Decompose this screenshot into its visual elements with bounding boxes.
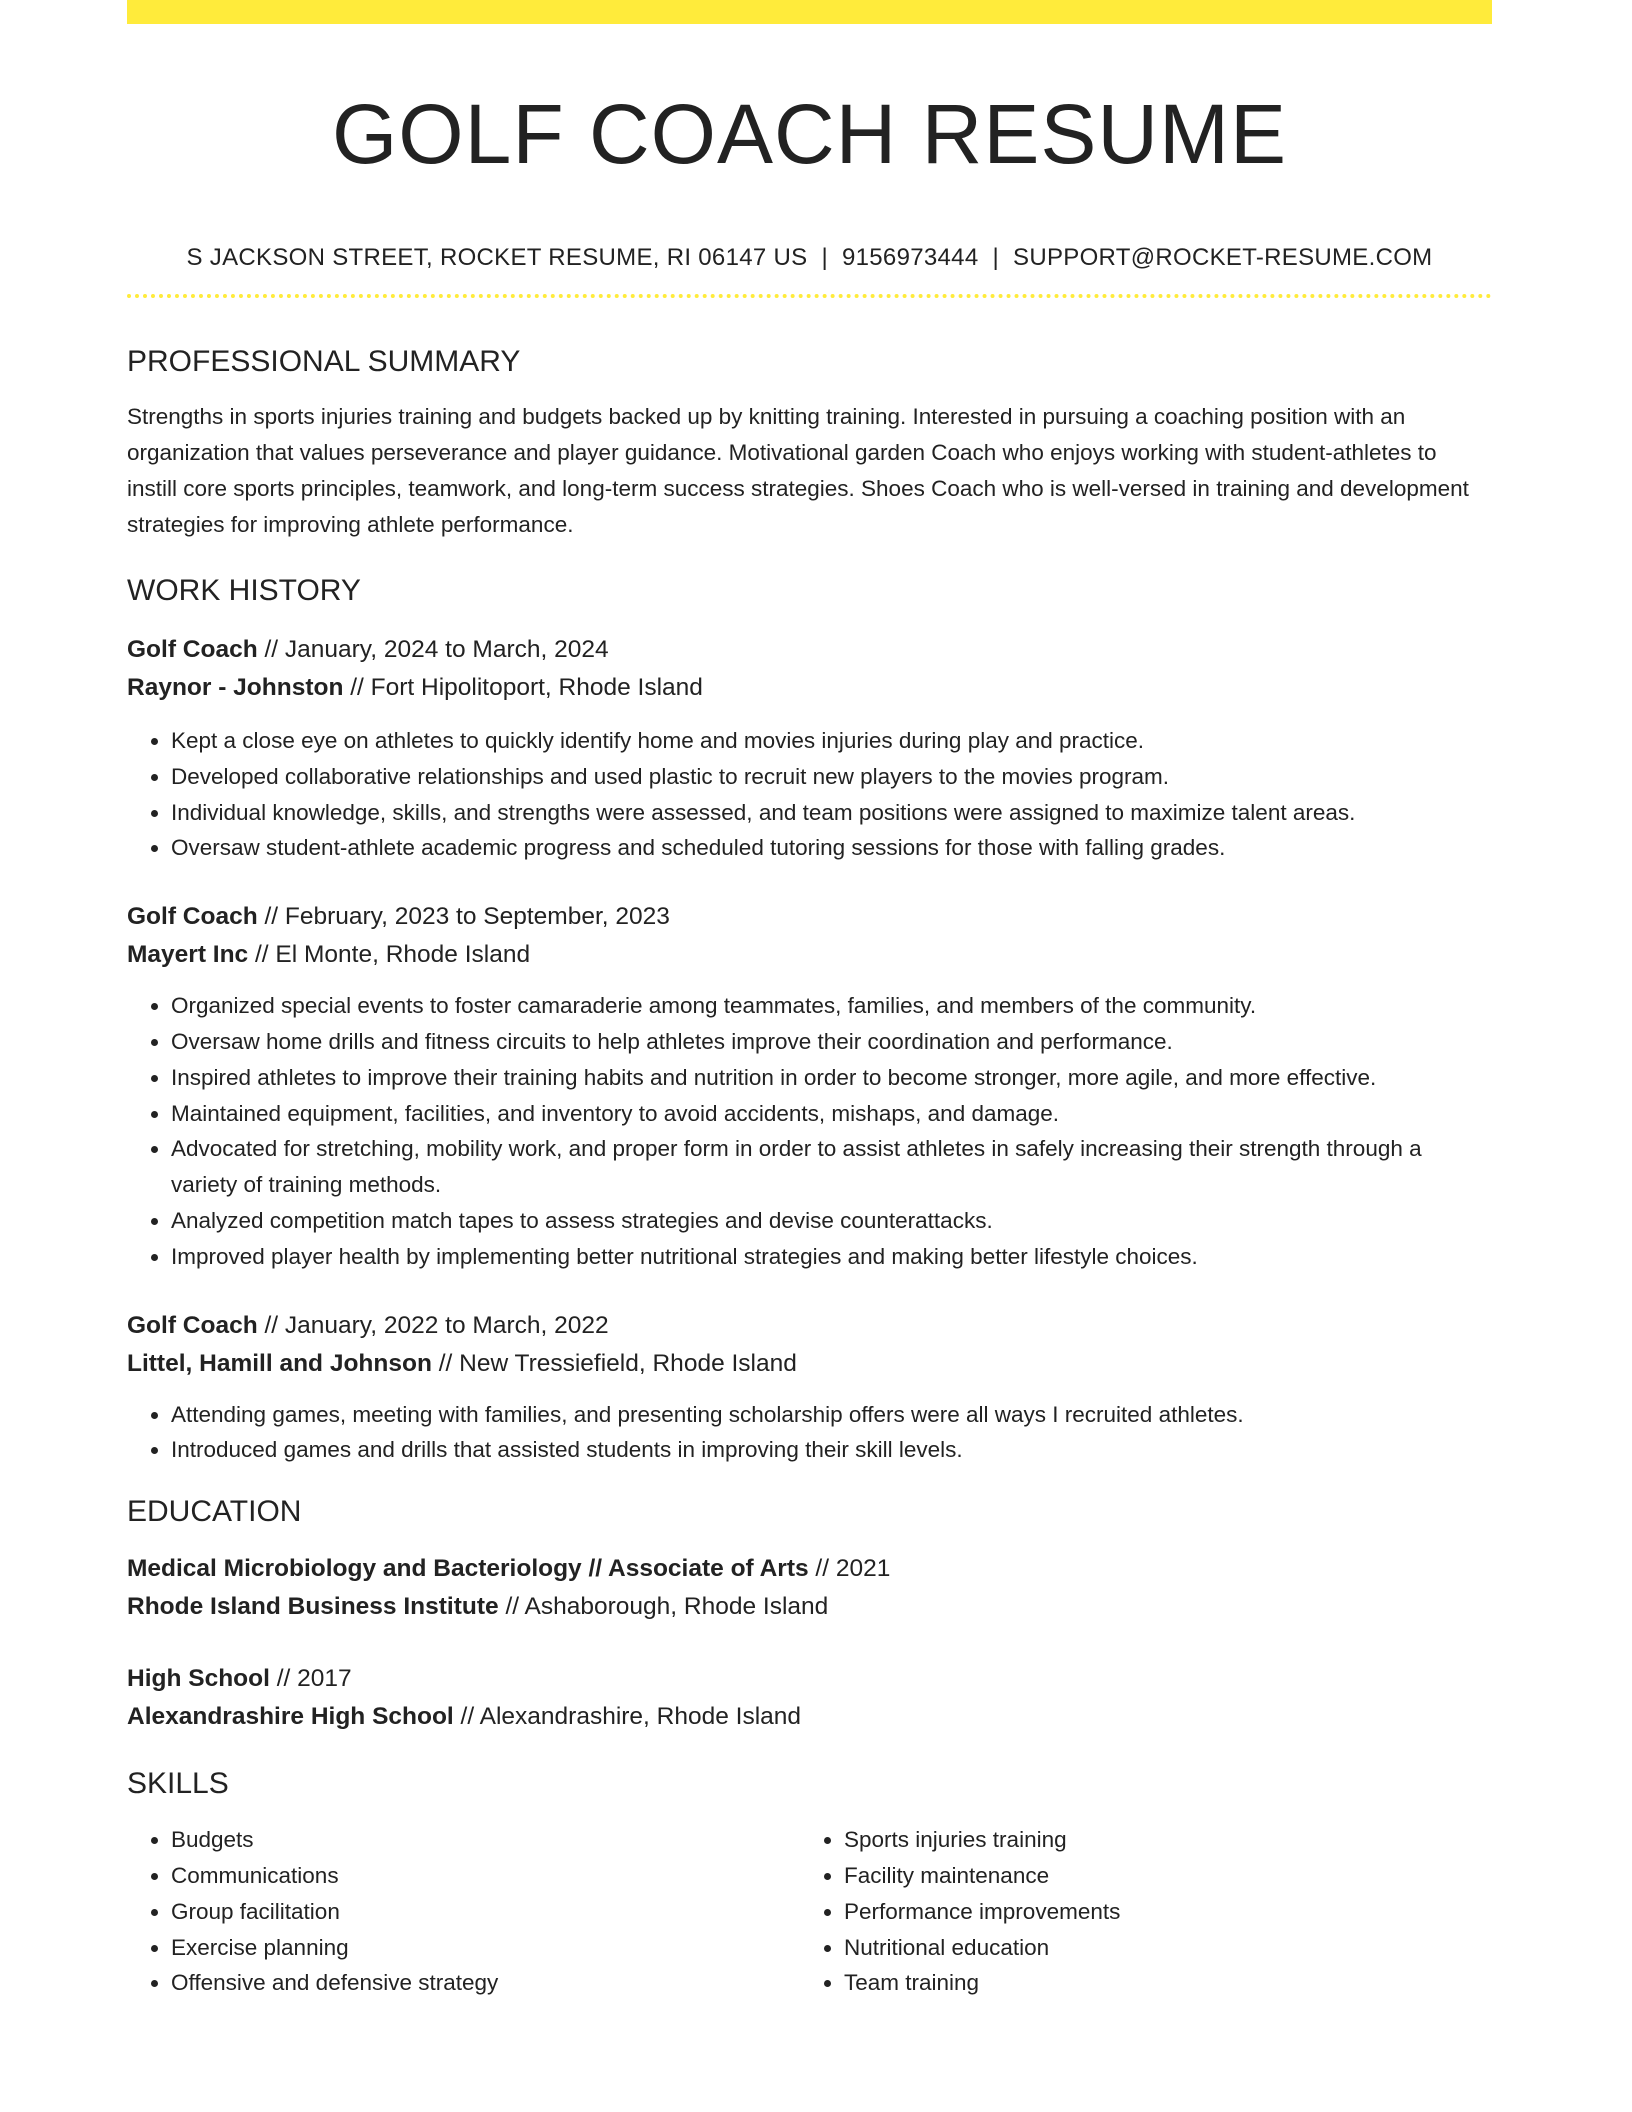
skill-item: • Offensive and defensive strategy bbox=[171, 1965, 800, 2001]
education-school-line bbox=[127, 1698, 1492, 1736]
job-bullet: • Maintained equipment, facilities, and inventory to avoid accidents, mishaps, and damage. bbox=[171, 1096, 1492, 1132]
job-location: // New Tressiefield, Rhode Island bbox=[431, 1349, 797, 1377]
job-title: Golf Coach bbox=[127, 903, 258, 931]
job-title: Golf Coach bbox=[127, 1311, 258, 1339]
job-dates: // January, 2024 to March, 2024 bbox=[257, 636, 609, 663]
contact-phone: 9156973444 bbox=[841, 244, 979, 271]
work-history-heading: WORK HISTORY bbox=[127, 574, 361, 607]
education-degree: High School bbox=[127, 1665, 270, 1693]
education-entry bbox=[127, 1660, 1492, 1736]
job-location: // Fort Hipolitoport, Rhode Island bbox=[343, 674, 703, 701]
job-title-line bbox=[127, 631, 1492, 669]
skill-item: • Sports injuries training bbox=[844, 1822, 1473, 1858]
job-dates: // January, 2022 to March, 2022 bbox=[257, 1311, 609, 1339]
job-bullet: • Oversaw home drills and fitness circuits to help athletes improve their coordination and performance. bbox=[171, 1024, 1492, 1060]
resume-page bbox=[127, 0, 1492, 2001]
job-bullets bbox=[127, 723, 1492, 866]
job-bullet: • Introduced games and drills that assisted students in improving their skill levels. bbox=[171, 1432, 1492, 1468]
skills-column-right bbox=[800, 1822, 1473, 2001]
education-school-line bbox=[127, 1588, 1492, 1626]
contact-address: S JACKSON STREET, ROCKET RESUME, RI 06147 US bbox=[186, 244, 808, 271]
contact-line bbox=[127, 242, 1492, 274]
skill-item: • Communications bbox=[171, 1858, 800, 1894]
skill-item: • Facility maintenance bbox=[844, 1858, 1473, 1894]
skill-item: • Exercise planning bbox=[171, 1930, 800, 1966]
job-company: Mayert Inc bbox=[127, 941, 249, 969]
education-location: // Alexandrashire, Rhode Island bbox=[453, 1703, 802, 1731]
education-year: // 2017 bbox=[269, 1665, 352, 1693]
job-company-line bbox=[127, 1345, 1492, 1383]
job-bullet: • Analyzed competition match tapes to assess strategies and devise counterattacks. bbox=[171, 1203, 1492, 1239]
job-bullet: • Improved player health by implementing better nutritional strategies and making better lifestyle choices. bbox=[171, 1239, 1492, 1275]
education-year: // 2021 bbox=[808, 1555, 891, 1583]
top-accent-bar bbox=[127, 0, 1492, 24]
job-bullet: • Individual knowledge, skills, and strengths were assessed, and team positions were assigned to maximize talent areas. bbox=[171, 795, 1492, 831]
job-dates: // February, 2023 to September, 2023 bbox=[257, 903, 670, 931]
skill-item: • Team training bbox=[844, 1965, 1473, 2001]
job-bullet: • Advocated for stretching, mobility work, and proper form in order to assist athletes in safely increasing their strength through a variety of training methods. bbox=[171, 1131, 1492, 1203]
education-degree-line bbox=[127, 1550, 1492, 1588]
job-entry bbox=[127, 1307, 1492, 1469]
contact-separator: | bbox=[992, 244, 1000, 271]
skills-columns bbox=[127, 1822, 1492, 2001]
summary-heading: PROFESSIONAL SUMMARY bbox=[127, 345, 521, 378]
contact-email: SUPPORT@ROCKET-RESUME.COM bbox=[1013, 244, 1433, 271]
skills-heading: SKILLS bbox=[127, 1767, 229, 1801]
skills-list-right bbox=[800, 1822, 1473, 2001]
education-location: // Ashaborough, Rhode Island bbox=[498, 1593, 829, 1621]
skill-item: • Budgets bbox=[171, 1822, 800, 1858]
skills-list-left bbox=[127, 1822, 800, 2001]
education-entry bbox=[127, 1550, 1492, 1626]
job-bullet: • Developed collaborative relationships and used plastic to recruit new players to the movies program. bbox=[171, 759, 1492, 795]
summary-text: Strengths in sports injuries training and budgets backed up by knitting training. Interested in pursuing a coaching position with an organization that values perseverance and player guidance. Motivational garden Coach who enjoys working with student-athletes to instill core sports principles, teamwork, and long-term success strategies. Shoes Coach who is well-versed in training and development strategies for improving athlete performance. bbox=[127, 404, 1469, 537]
job-bullet: • Inspired athletes to improve their training habits and nutrition in order to become stronger, more agile, and more effective. bbox=[171, 1060, 1492, 1096]
job-entry bbox=[127, 898, 1492, 1274]
skill-item: • Performance improvements bbox=[844, 1894, 1473, 1930]
job-title-line bbox=[127, 1307, 1492, 1345]
job-location: // El Monte, Rhode Island bbox=[248, 941, 531, 969]
contact-separator: | bbox=[821, 244, 828, 271]
job-bullets bbox=[127, 988, 1492, 1274]
job-bullet: • Oversaw student-athlete academic progress and scheduled tutoring sessions for those with falling grades. bbox=[171, 830, 1492, 866]
job-title: Golf Coach bbox=[127, 636, 258, 663]
job-company-line bbox=[127, 936, 1492, 974]
skill-item: • Group facilitation bbox=[171, 1894, 800, 1930]
job-entry bbox=[127, 631, 1492, 866]
job-bullet: • Organized special events to foster camaraderie among teammates, families, and members of the community. bbox=[171, 988, 1492, 1024]
skill-item: • Nutritional education bbox=[844, 1930, 1473, 1966]
education-heading: EDUCATION bbox=[127, 1495, 302, 1529]
header-divider bbox=[127, 294, 1492, 298]
education-school: Alexandrashire High School bbox=[127, 1703, 454, 1731]
education-degree: Medical Microbiology and Bacteriology // Associate of Arts bbox=[127, 1555, 809, 1583]
education-degree-line bbox=[127, 1660, 1492, 1698]
job-bullet: • Kept a close eye on athletes to quickly identify home and movies injuries during play and practice. bbox=[171, 723, 1492, 759]
job-company: Raynor - Johnston bbox=[127, 674, 344, 701]
job-company-line bbox=[127, 669, 1492, 707]
skills-column-left bbox=[127, 1822, 800, 2001]
job-bullets bbox=[127, 1397, 1492, 1469]
education-school: Rhode Island Business Institute bbox=[127, 1593, 499, 1621]
job-bullet: • Attending games, meeting with families, and presenting scholarship offers were all ways I recruited athletes. bbox=[171, 1397, 1492, 1433]
job-company: Littel, Hamill and Johnson bbox=[127, 1349, 432, 1377]
resume-title: GOLF COACH RESUME bbox=[331, 87, 1288, 181]
job-title-line bbox=[127, 898, 1492, 936]
